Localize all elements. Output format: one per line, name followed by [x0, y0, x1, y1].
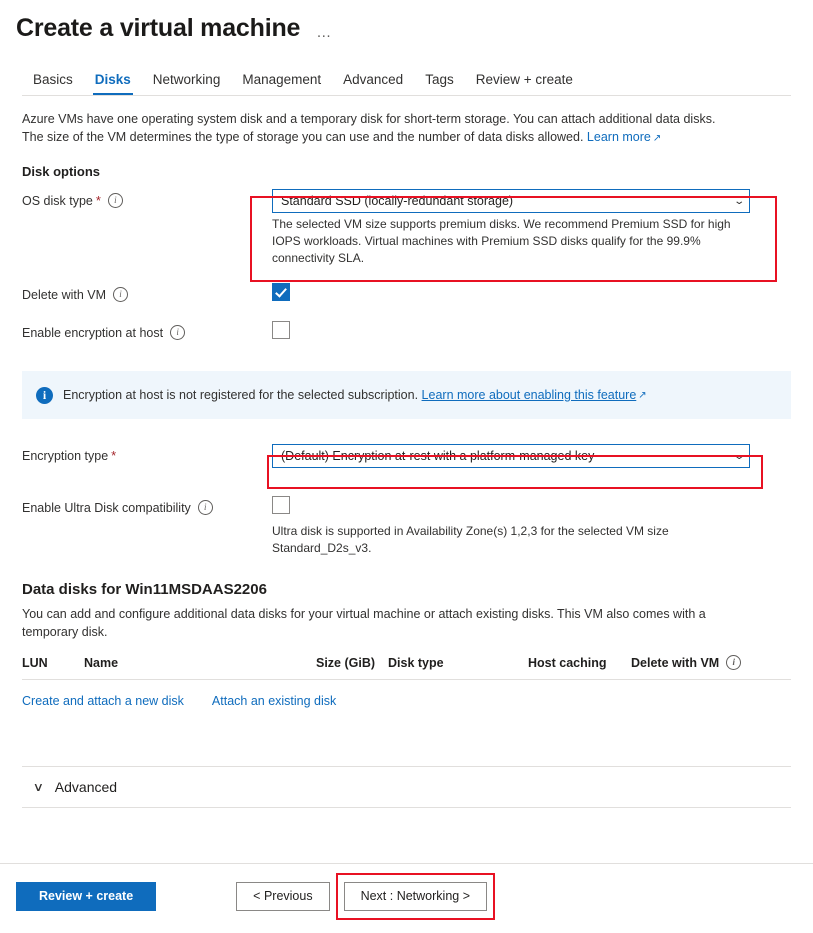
data-disk-actions	[22, 694, 791, 708]
tab-divider	[22, 95, 791, 96]
column-delete-with-vm-info-icon[interactable]: i	[726, 655, 741, 670]
page-title: Create a virtual machine	[16, 14, 301, 42]
delete-with-vm-label-wrap	[22, 283, 272, 302]
table-header-row	[22, 655, 791, 680]
delete-with-vm-control	[272, 283, 791, 304]
data-disks-description: You can add and configure additional data disks for your virtual machine or attach existing disks. This VM also comes with a temporary disk.	[22, 607, 706, 639]
encryption-at-host-label: Enable encryption at host	[22, 325, 164, 340]
encryption-at-host-control	[272, 321, 791, 342]
chevron-down-icon: ⌄	[732, 450, 745, 462]
intro-line-1: Azure VMs have one operating system disk and a temporary disk for short-term storage. You can attach additional data disks.	[22, 112, 716, 126]
encryption-at-host-info-icon[interactable]: i	[170, 325, 185, 340]
ultra-disk-help-line2: Standard_D2s_v3.	[272, 541, 372, 555]
title-row	[0, 0, 813, 43]
ultra-disk-info-icon[interactable]: i	[198, 500, 213, 515]
tab-basics[interactable]: Basics	[33, 72, 73, 87]
encryption-type-row	[22, 444, 791, 468]
footer-bar	[0, 863, 813, 933]
column-disk-type: Disk type	[388, 655, 528, 680]
os-disk-type-label-wrap	[22, 189, 272, 208]
ultra-disk-label: Enable Ultra Disk compatibility	[22, 500, 191, 515]
ultra-disk-label-wrap	[22, 496, 272, 515]
encryption-at-host-label-wrap	[22, 321, 272, 340]
learn-more-link[interactable]: Learn more	[586, 130, 651, 144]
review-create-button[interactable]: Review + create	[16, 882, 156, 911]
tab-disks[interactable]: Disks	[84, 72, 142, 95]
banner-external-link-icon: ↗	[638, 389, 647, 401]
os-disk-type-info-icon[interactable]: i	[108, 193, 123, 208]
previous-button[interactable]: < Previous	[236, 882, 329, 911]
info-icon: i	[36, 387, 53, 404]
encryption-type-label-wrap	[22, 444, 272, 463]
os-disk-type-label: OS disk type	[22, 193, 93, 208]
tab-advanced[interactable]: Advanced	[343, 72, 404, 87]
external-link-icon: ↗	[652, 133, 662, 144]
column-delete-with-vm	[631, 655, 791, 680]
intro-text	[22, 110, 782, 148]
main-content	[0, 110, 813, 808]
column-name: Name	[84, 655, 316, 680]
os-disk-type-help: The selected VM size supports premium disks. We recommend Premium SSD for high IOPS workloads. Virtual machines with Premium SSD disks qualify for the 99.9% connectivity SLA.	[272, 217, 731, 265]
chevron-down-icon: ∨	[32, 780, 45, 794]
tab-bar	[0, 65, 813, 95]
more-options-icon[interactable]: …	[316, 24, 333, 41]
delete-with-vm-checkbox[interactable]	[272, 283, 290, 301]
delete-with-vm-label: Delete with VM	[22, 287, 107, 302]
delete-with-vm-row	[22, 283, 791, 307]
data-disks-table	[22, 655, 791, 680]
create-attach-new-disk-link[interactable]: Create and attach a new disk	[22, 694, 184, 708]
ultra-disk-control	[272, 496, 791, 557]
tab-review-create[interactable]: Review + create	[475, 72, 573, 87]
banner-learn-more-link[interactable]: Learn more about enabling this feature	[421, 388, 637, 402]
os-disk-type-value: Standard SSD (locally-redundant storage)	[281, 194, 514, 208]
advanced-section-label: Advanced	[54, 779, 118, 795]
delete-with-vm-info-icon[interactable]: i	[113, 287, 128, 302]
advanced-section-toggle[interactable]	[22, 766, 791, 808]
encryption-type-required: *	[111, 448, 117, 463]
tab-networking[interactable]: Networking	[152, 72, 221, 87]
encryption-type-select[interactable]	[272, 444, 750, 468]
intro-line-2: The size of the VM determines the type of storage you can use and the number of data disks allowed.	[22, 130, 584, 144]
column-size: Size (GiB)	[316, 655, 388, 680]
ultra-disk-row	[22, 496, 791, 557]
encryption-type-value: (Default) Encryption at-rest with a platform-managed key	[281, 449, 595, 463]
ultra-disk-checkbox[interactable]	[272, 496, 290, 514]
next-networking-button[interactable]: Next : Networking >	[344, 882, 487, 911]
tab-management[interactable]: Management	[242, 72, 322, 87]
next-button-wrap	[344, 882, 487, 911]
tab-tags[interactable]: Tags	[425, 72, 454, 87]
encryption-at-host-checkbox[interactable]	[272, 321, 290, 339]
os-disk-type-row	[22, 189, 791, 267]
encryption-host-banner	[22, 371, 791, 419]
column-host-caching: Host caching	[528, 655, 631, 680]
ultra-disk-help-line1: Ultra disk is supported in Availability Zone(s) 1,2,3 for the selected VM size	[272, 524, 669, 538]
column-lun: LUN	[22, 655, 84, 680]
chevron-down-icon: ⌄	[732, 195, 745, 207]
footer-buttons	[0, 864, 813, 911]
encryption-at-host-row	[22, 321, 791, 345]
ultra-disk-help	[272, 523, 742, 557]
data-disks-heading: Data disks for Win11MSDAAS2206	[22, 581, 267, 598]
encryption-type-label: Encryption type	[22, 448, 109, 463]
os-disk-type-control	[272, 189, 791, 267]
disk-options-heading: Disk options	[22, 164, 101, 179]
banner-text: Encryption at host is not registered for the selected subscription.	[63, 388, 419, 402]
column-delete-with-vm-label: Delete with VM	[631, 655, 720, 670]
os-disk-type-required: *	[95, 193, 101, 208]
attach-existing-disk-link[interactable]: Attach an existing disk	[211, 694, 337, 708]
os-disk-type-select[interactable]	[272, 189, 750, 213]
encryption-type-control	[272, 444, 791, 468]
